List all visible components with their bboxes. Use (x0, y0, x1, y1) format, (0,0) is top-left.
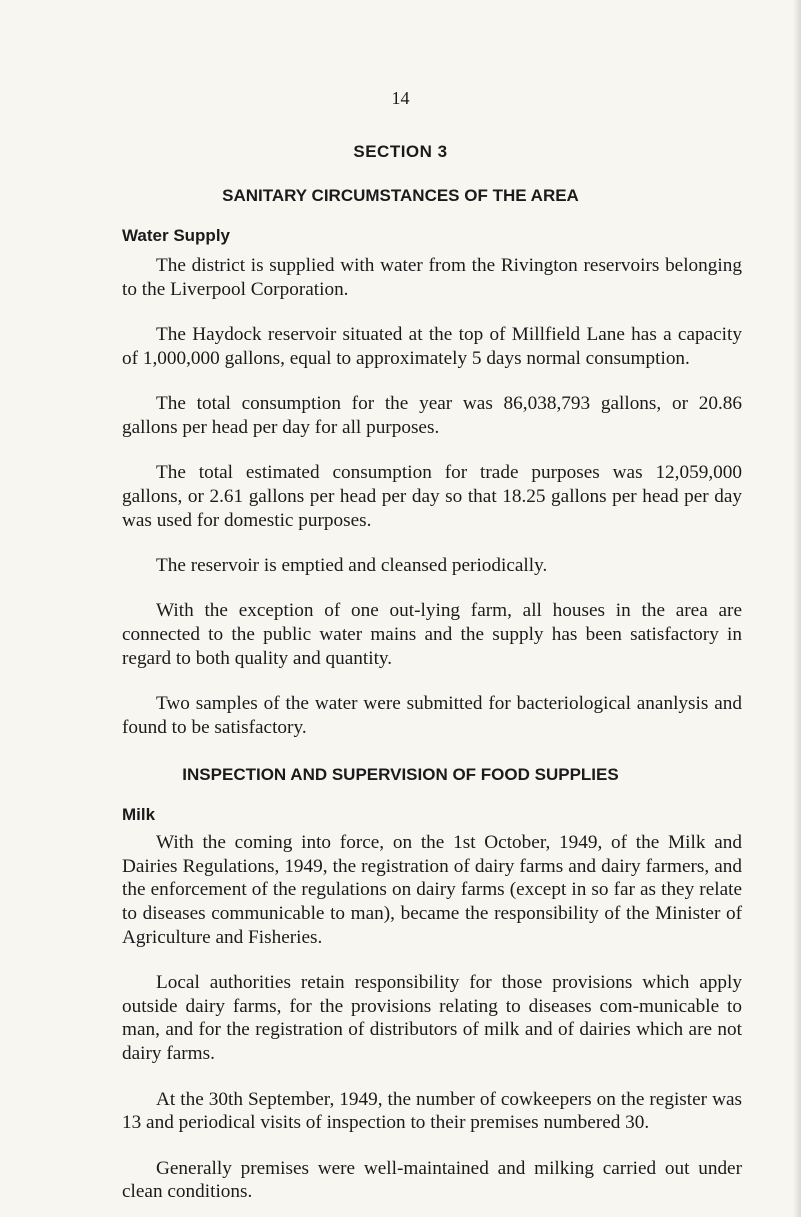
water-supply-heading: Water Supply (122, 226, 230, 245)
water-paragraph-6: With the exception of one out-lying farm, all houses in the area are connected to the public water mains and the supply has been satisfactory in regard to both quality and quantity. (122, 600, 742, 669)
section-label: SECTION 3 (353, 142, 448, 161)
water-paragraph-2: The Haydock reservoir situated at the top of Millfield Lane has a capacity of 1,000,000 gallons, equal to approximately 5 days normal consumption. (122, 324, 742, 369)
page-number: 14 (391, 88, 410, 108)
water-paragraph-7: Two samples of the water were submitted for bacteriological ananlysis and found to be satisfactory. (122, 693, 742, 738)
water-paragraph-1: The district is supplied with water from the Rivington reservoirs belonging to the Liverpool Corporation. (122, 255, 742, 300)
water-paragraph-3: The total consumption for the year was 86,038,793 gallons, or 20.86 gallons per head per day for all purposes. (122, 393, 742, 438)
milk-paragraph-4: Generally premises were well-maintained and milking carried out under clean conditions. (122, 1157, 742, 1203)
milk-paragraph-1: With the coming into force, on the 1st October, 1949, of the Milk and Dairies Regulations, 1949, the registration of dairy farms and dairy farmers, and the enforcement of the regulations on dairy farms (except in so far as they relate to diseases communicable to man), became the responsibility of the Minister of Agriculture and Fisheries. (122, 831, 742, 948)
milk-heading: Milk (122, 804, 156, 824)
chapter-title: SANITARY CIRCUMSTANCES OF THE AREA (222, 186, 579, 205)
milk-paragraph-2: Local authorities retain responsibility for those provisions which apply outside dairy farms, for the provisions relating to diseases com-municable to man, and for the registration of distributors of milk and of dairies which are not dairy farms. (122, 972, 742, 1065)
food-supplies-heading: INSPECTION AND SUPERVISION OF FOOD SUPPLIES (182, 765, 619, 785)
page-edge-shadow (793, 0, 801, 1217)
water-paragraph-4: The total estimated consumption for trade purposes was 12,059,000 gallons, or 2.61 gallons per head per day so that 18.25 gallons per head per day was used for domestic purposes. (122, 462, 742, 531)
water-paragraph-5: The reservoir is emptied and cleansed periodically. (156, 555, 548, 577)
milk-paragraph-3: At the 30th September, 1949, the number of cowkeepers on the register was 13 and periodical visits of inspection to their premises numbered 30. (122, 1088, 742, 1134)
